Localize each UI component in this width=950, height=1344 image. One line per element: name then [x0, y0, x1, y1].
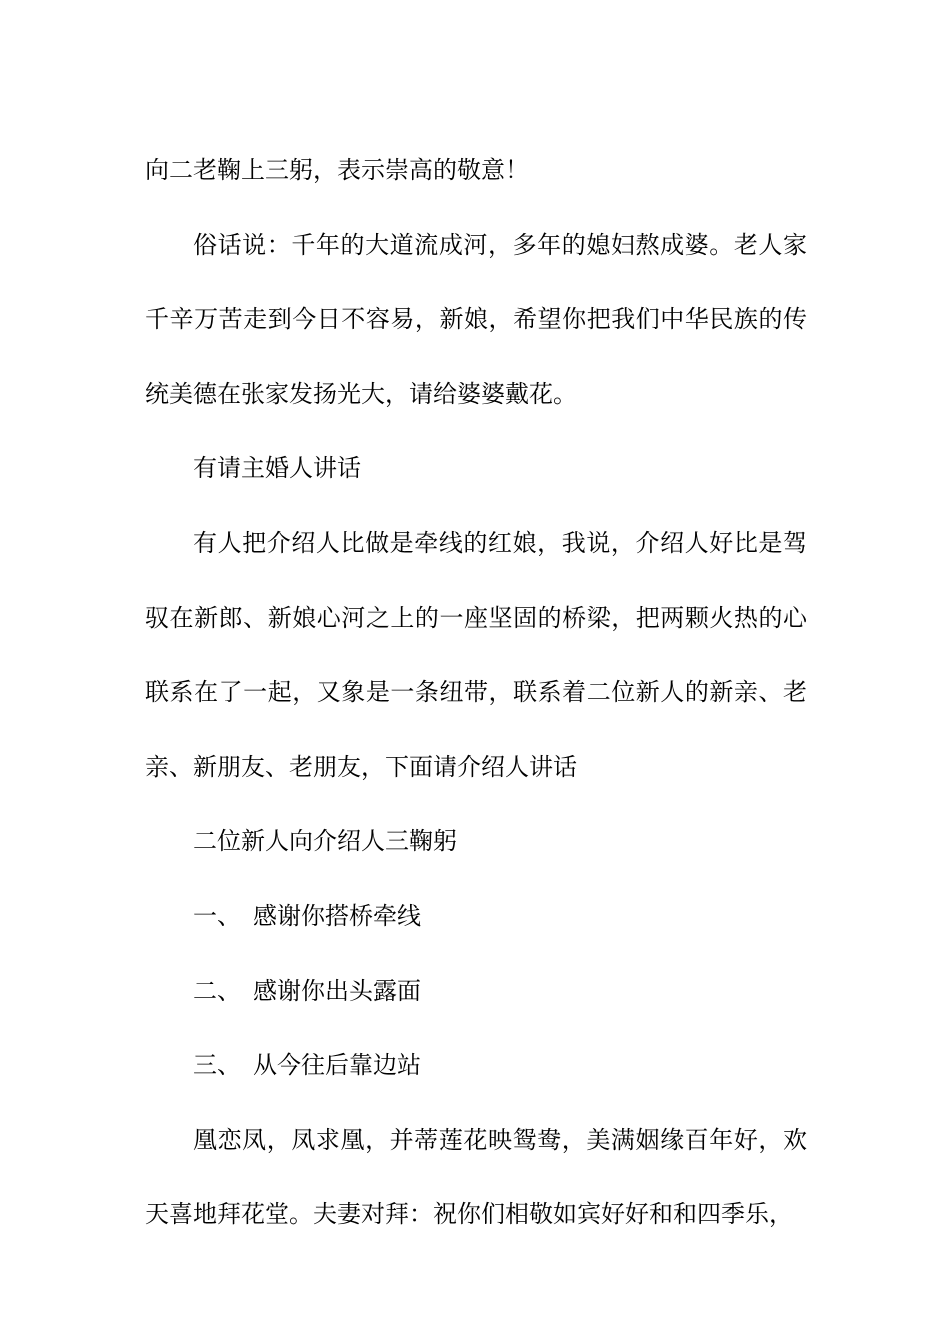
list-text: 感谢你搭桥牵线: [253, 901, 421, 930]
list-item: [145, 1028, 807, 1103]
paragraph-continuation: 向二老鞠上三躬，表示崇高的敬意！: [145, 156, 529, 184]
paragraph-bow-matchmaker: 二位新人向介绍人三鞠躬: [193, 827, 457, 856]
list-item: [145, 954, 807, 1029]
list-text: 从今往后靠边站: [253, 1051, 421, 1080]
paragraph-couple-bow: 凰恋凤，凤求凰，并蒂莲花映鸳鸯，美满姻缘百年好，欢天喜地拜花堂。夫妻对拜：祝你们相敬如宾好好和和四季乐，: [145, 1125, 807, 1229]
paragraph-matchmaker: 有人把介绍人比做是牵线的红娘，我说，介绍人好比是驾驭在新郎、新娘心河之上的一座坚固的桥梁，把两颗火热的心联系在了一起，又象是一条纽带，联系着二位新人的新亲、老亲、新朋友、老朋友，下面请介绍人讲话: [145, 528, 807, 781]
list-marker: 三、: [193, 1051, 241, 1080]
list-marker: 一、: [193, 901, 241, 930]
paragraph-officiant-call: 有请主婚人讲话: [193, 454, 361, 483]
list-item: [145, 879, 807, 954]
list-text: 感谢你出头露面: [253, 976, 421, 1005]
paragraph-proverb: 俗话说：千年的大道流成河，多年的媳妇熬成婆。老人家千辛万苦走到今日不容易，新娘，希望你把我们中华民族的传统美德在张家发扬光大，请给婆婆戴花。: [145, 230, 807, 408]
document-body: [145, 133, 807, 1252]
list-marker: 二、: [193, 976, 241, 1005]
